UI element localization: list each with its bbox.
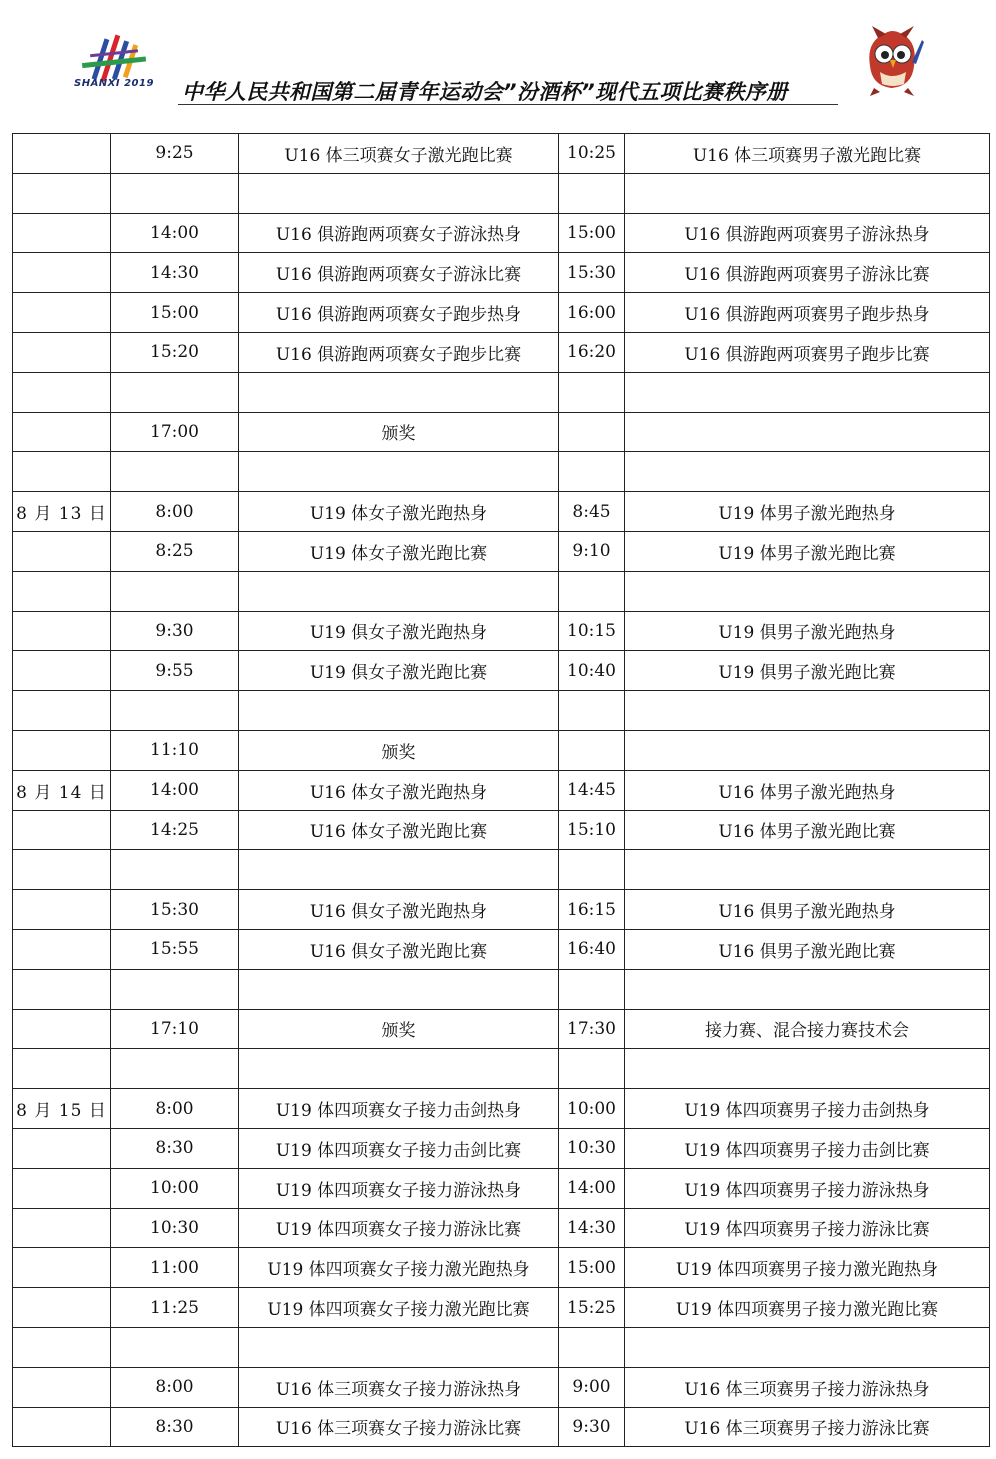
men-time-cell: 10:30 (559, 1128, 625, 1168)
men-event-cell: U19 体四项赛男子接力游泳热身 (625, 1168, 990, 1208)
men-time-cell (559, 173, 625, 213)
women-time-cell: 8:25 (111, 531, 239, 571)
women-event-cell: U16 俱游跑两项赛女子游泳比赛 (239, 253, 559, 293)
women-event-cell: 颁奖 (239, 412, 559, 452)
men-time-cell (559, 691, 625, 731)
date-cell (13, 651, 111, 691)
table-row (13, 1367, 990, 1407)
men-event-cell (625, 571, 990, 611)
women-time-cell: 11:00 (111, 1248, 239, 1288)
women-time-cell: 8:00 (111, 1089, 239, 1129)
women-event-cell: U19 体四项赛女子接力游泳比赛 (239, 1208, 559, 1248)
table-row (13, 1168, 990, 1208)
men-time-cell: 9:30 (559, 1407, 625, 1447)
men-time-cell: 10:15 (559, 611, 625, 651)
table-row (13, 412, 990, 452)
table-row (13, 372, 990, 412)
men-event-cell (625, 691, 990, 731)
date-cell (13, 253, 111, 293)
women-event-cell (239, 1049, 559, 1089)
date-cell (13, 1049, 111, 1089)
women-event-cell: U16 俱游跑两项赛女子跑步热身 (239, 293, 559, 333)
women-event-cell: U16 体三项赛女子接力游泳比赛 (239, 1407, 559, 1447)
men-time-cell: 15:00 (559, 213, 625, 253)
men-event-cell: U16 俱男子激光跑比赛 (625, 929, 990, 969)
mascot-owl-icon (856, 22, 928, 98)
men-time-cell: 14:30 (559, 1208, 625, 1248)
men-time-cell: 9:00 (559, 1367, 625, 1407)
women-time-cell: 8:00 (111, 492, 239, 532)
men-event-cell: U16 体三项赛男子激光跑比赛 (625, 134, 990, 174)
table-row (13, 611, 990, 651)
table-row (13, 1089, 990, 1129)
date-cell (13, 1367, 111, 1407)
men-event-cell: U16 俱游跑两项赛男子跑步热身 (625, 293, 990, 333)
women-event-cell: U19 体女子激光跑热身 (239, 492, 559, 532)
date-cell (13, 1009, 111, 1049)
men-event-cell: U16 体男子激光跑热身 (625, 770, 990, 810)
men-event-cell (625, 850, 990, 890)
women-event-cell (239, 452, 559, 492)
women-event-cell (239, 173, 559, 213)
women-time-cell: 15:00 (111, 293, 239, 333)
table-row (13, 1248, 990, 1288)
date-cell (13, 810, 111, 850)
women-event-cell: U19 体四项赛女子接力击剑热身 (239, 1089, 559, 1129)
men-time-cell: 16:20 (559, 332, 625, 372)
women-event-cell: U16 俱女子激光跑比赛 (239, 929, 559, 969)
table-row (13, 293, 990, 333)
women-event-cell: U16 体三项赛女子激光跑比赛 (239, 134, 559, 174)
women-event-cell (239, 691, 559, 731)
table-row (13, 213, 990, 253)
table-row (13, 452, 990, 492)
date-cell (13, 1288, 111, 1328)
women-event-cell (239, 850, 559, 890)
women-event-cell (239, 1327, 559, 1367)
table-row (13, 531, 990, 571)
women-time-cell: 9:30 (111, 611, 239, 651)
table-row (13, 810, 990, 850)
men-time-cell: 16:40 (559, 929, 625, 969)
women-event-cell: U16 体女子激光跑热身 (239, 770, 559, 810)
women-time-cell (111, 452, 239, 492)
men-event-cell (625, 730, 990, 770)
table-row (13, 1009, 990, 1049)
table-row (13, 134, 990, 174)
men-time-cell: 10:25 (559, 134, 625, 174)
table-row (13, 1407, 990, 1447)
women-event-cell (239, 372, 559, 412)
date-cell: 8 月 13 日 (13, 492, 111, 532)
men-time-cell: 8:45 (559, 492, 625, 532)
table-row (13, 1128, 990, 1168)
schedule-table (12, 133, 990, 1447)
men-event-cell: U19 体四项赛男子接力击剑热身 (625, 1089, 990, 1129)
women-event-cell (239, 969, 559, 1009)
men-event-cell: U19 体男子激光跑热身 (625, 492, 990, 532)
men-time-cell: 14:00 (559, 1168, 625, 1208)
women-time-cell: 8:00 (111, 1367, 239, 1407)
women-event-cell: U19 体四项赛女子接力激光跑热身 (239, 1248, 559, 1288)
women-event-cell: U16 俱女子激光跑热身 (239, 890, 559, 930)
men-time-cell: 15:25 (559, 1288, 625, 1328)
women-time-cell: 17:10 (111, 1009, 239, 1049)
date-cell (13, 1327, 111, 1367)
women-time-cell (111, 850, 239, 890)
date-cell: 8 月 14 日 (13, 770, 111, 810)
date-cell: 8 月 15 日 (13, 1089, 111, 1129)
men-event-cell (625, 372, 990, 412)
men-event-cell: U16 俱男子激光跑热身 (625, 890, 990, 930)
women-time-cell: 14:30 (111, 253, 239, 293)
date-cell (13, 1208, 111, 1248)
date-cell (13, 611, 111, 651)
document-title: 中华人民共和国第二届青年运动会”汾酒杯”现代五项比赛秩序册 (182, 80, 788, 104)
table-row (13, 1049, 990, 1089)
men-time-cell (559, 730, 625, 770)
men-event-cell: U16 体男子激光跑比赛 (625, 810, 990, 850)
men-event-cell (625, 1049, 990, 1089)
men-time-cell (559, 372, 625, 412)
men-time-cell (559, 571, 625, 611)
schedule-body (13, 134, 990, 1447)
men-event-cell (625, 412, 990, 452)
table-row (13, 969, 990, 1009)
table-row (13, 253, 990, 293)
men-event-cell: U16 体三项赛男子接力游泳热身 (625, 1367, 990, 1407)
men-time-cell: 15:30 (559, 253, 625, 293)
women-event-cell: 颁奖 (239, 730, 559, 770)
men-time-cell: 10:40 (559, 651, 625, 691)
men-time-cell: 16:00 (559, 293, 625, 333)
women-time-cell (111, 1327, 239, 1367)
women-event-cell: U16 体女子激光跑比赛 (239, 810, 559, 850)
women-time-cell: 17:00 (111, 412, 239, 452)
women-event-cell: U19 体四项赛女子接力激光跑比赛 (239, 1288, 559, 1328)
date-cell (13, 571, 111, 611)
date-cell (13, 213, 111, 253)
date-cell (13, 332, 111, 372)
women-time-cell: 8:30 (111, 1407, 239, 1447)
shanxi-2019-logo (72, 30, 152, 102)
women-time-cell: 14:25 (111, 810, 239, 850)
women-time-cell (111, 1049, 239, 1089)
men-event-cell: 接力赛、混合接力赛技术会 (625, 1009, 990, 1049)
date-cell (13, 1128, 111, 1168)
men-time-cell: 17:30 (559, 1009, 625, 1049)
women-time-cell: 15:30 (111, 890, 239, 930)
men-event-cell (625, 1327, 990, 1367)
women-time-cell: 14:00 (111, 770, 239, 810)
title-underline (178, 104, 838, 105)
men-time-cell: 15:00 (559, 1248, 625, 1288)
men-event-cell: U16 俱游跑两项赛男子游泳比赛 (625, 253, 990, 293)
women-time-cell: 10:00 (111, 1168, 239, 1208)
date-cell (13, 1407, 111, 1447)
table-row (13, 770, 990, 810)
women-time-cell: 9:25 (111, 134, 239, 174)
date-cell (13, 1168, 111, 1208)
date-cell (13, 691, 111, 731)
men-event-cell: U19 体四项赛男子接力激光跑热身 (625, 1248, 990, 1288)
women-time-cell: 15:20 (111, 332, 239, 372)
men-time-cell: 15:10 (559, 810, 625, 850)
women-event-cell (239, 571, 559, 611)
men-event-cell: U16 俱游跑两项赛男子跑步比赛 (625, 332, 990, 372)
women-time-cell (111, 571, 239, 611)
men-event-cell: U19 体四项赛男子接力击剑比赛 (625, 1128, 990, 1168)
men-time-cell: 14:45 (559, 770, 625, 810)
date-cell (13, 134, 111, 174)
women-event-cell: U19 俱女子激光跑比赛 (239, 651, 559, 691)
women-event-cell: U19 体四项赛女子接力击剑比赛 (239, 1128, 559, 1168)
date-cell (13, 412, 111, 452)
date-cell (13, 293, 111, 333)
women-time-cell: 9:55 (111, 651, 239, 691)
men-time-cell: 10:00 (559, 1089, 625, 1129)
women-event-cell: U19 俱女子激光跑热身 (239, 611, 559, 651)
logo-text: SHANXI 2019 (74, 78, 154, 89)
men-time-cell (559, 412, 625, 452)
men-event-cell: U19 体男子激光跑比赛 (625, 531, 990, 571)
men-time-cell: 9:10 (559, 531, 625, 571)
women-event-cell: 颁奖 (239, 1009, 559, 1049)
table-row (13, 492, 990, 532)
women-time-cell (111, 691, 239, 731)
men-event-cell: U16 俱游跑两项赛男子游泳热身 (625, 213, 990, 253)
men-event-cell: U16 体三项赛男子接力游泳比赛 (625, 1407, 990, 1447)
document-header (0, 0, 996, 128)
date-cell (13, 730, 111, 770)
men-time-cell (559, 452, 625, 492)
women-time-cell (111, 173, 239, 213)
table-row (13, 1208, 990, 1248)
table-row (13, 929, 990, 969)
date-cell (13, 173, 111, 213)
table-row (13, 1327, 990, 1367)
women-time-cell (111, 372, 239, 412)
date-cell (13, 969, 111, 1009)
date-cell (13, 1248, 111, 1288)
women-time-cell: 8:30 (111, 1128, 239, 1168)
table-row (13, 890, 990, 930)
date-cell (13, 372, 111, 412)
table-row (13, 730, 990, 770)
men-time-cell (559, 1327, 625, 1367)
women-time-cell: 11:25 (111, 1288, 239, 1328)
women-time-cell (111, 969, 239, 1009)
women-time-cell: 15:55 (111, 929, 239, 969)
table-row (13, 691, 990, 731)
men-event-cell (625, 173, 990, 213)
men-event-cell: U19 体四项赛男子接力游泳比赛 (625, 1208, 990, 1248)
women-time-cell: 11:10 (111, 730, 239, 770)
women-time-cell: 10:30 (111, 1208, 239, 1248)
women-event-cell: U16 俱游跑两项赛女子游泳热身 (239, 213, 559, 253)
men-event-cell: U19 俱男子激光跑热身 (625, 611, 990, 651)
date-cell (13, 531, 111, 571)
men-event-cell (625, 452, 990, 492)
men-time-cell: 16:15 (559, 890, 625, 930)
women-event-cell: U19 体女子激光跑比赛 (239, 531, 559, 571)
date-cell (13, 452, 111, 492)
date-cell (13, 850, 111, 890)
table-row (13, 651, 990, 691)
table-row (13, 173, 990, 213)
table-row (13, 571, 990, 611)
table-row (13, 332, 990, 372)
table-row (13, 850, 990, 890)
women-event-cell: U16 俱游跑两项赛女子跑步比赛 (239, 332, 559, 372)
table-row (13, 1288, 990, 1328)
men-time-cell (559, 850, 625, 890)
men-event-cell: U19 体四项赛男子接力激光跑比赛 (625, 1288, 990, 1328)
women-event-cell: U16 体三项赛女子接力游泳热身 (239, 1367, 559, 1407)
date-cell (13, 890, 111, 930)
women-time-cell: 14:00 (111, 213, 239, 253)
men-event-cell: U19 俱男子激光跑比赛 (625, 651, 990, 691)
men-time-cell (559, 1049, 625, 1089)
men-time-cell (559, 969, 625, 1009)
women-event-cell: U19 体四项赛女子接力游泳热身 (239, 1168, 559, 1208)
men-event-cell (625, 969, 990, 1009)
date-cell (13, 929, 111, 969)
